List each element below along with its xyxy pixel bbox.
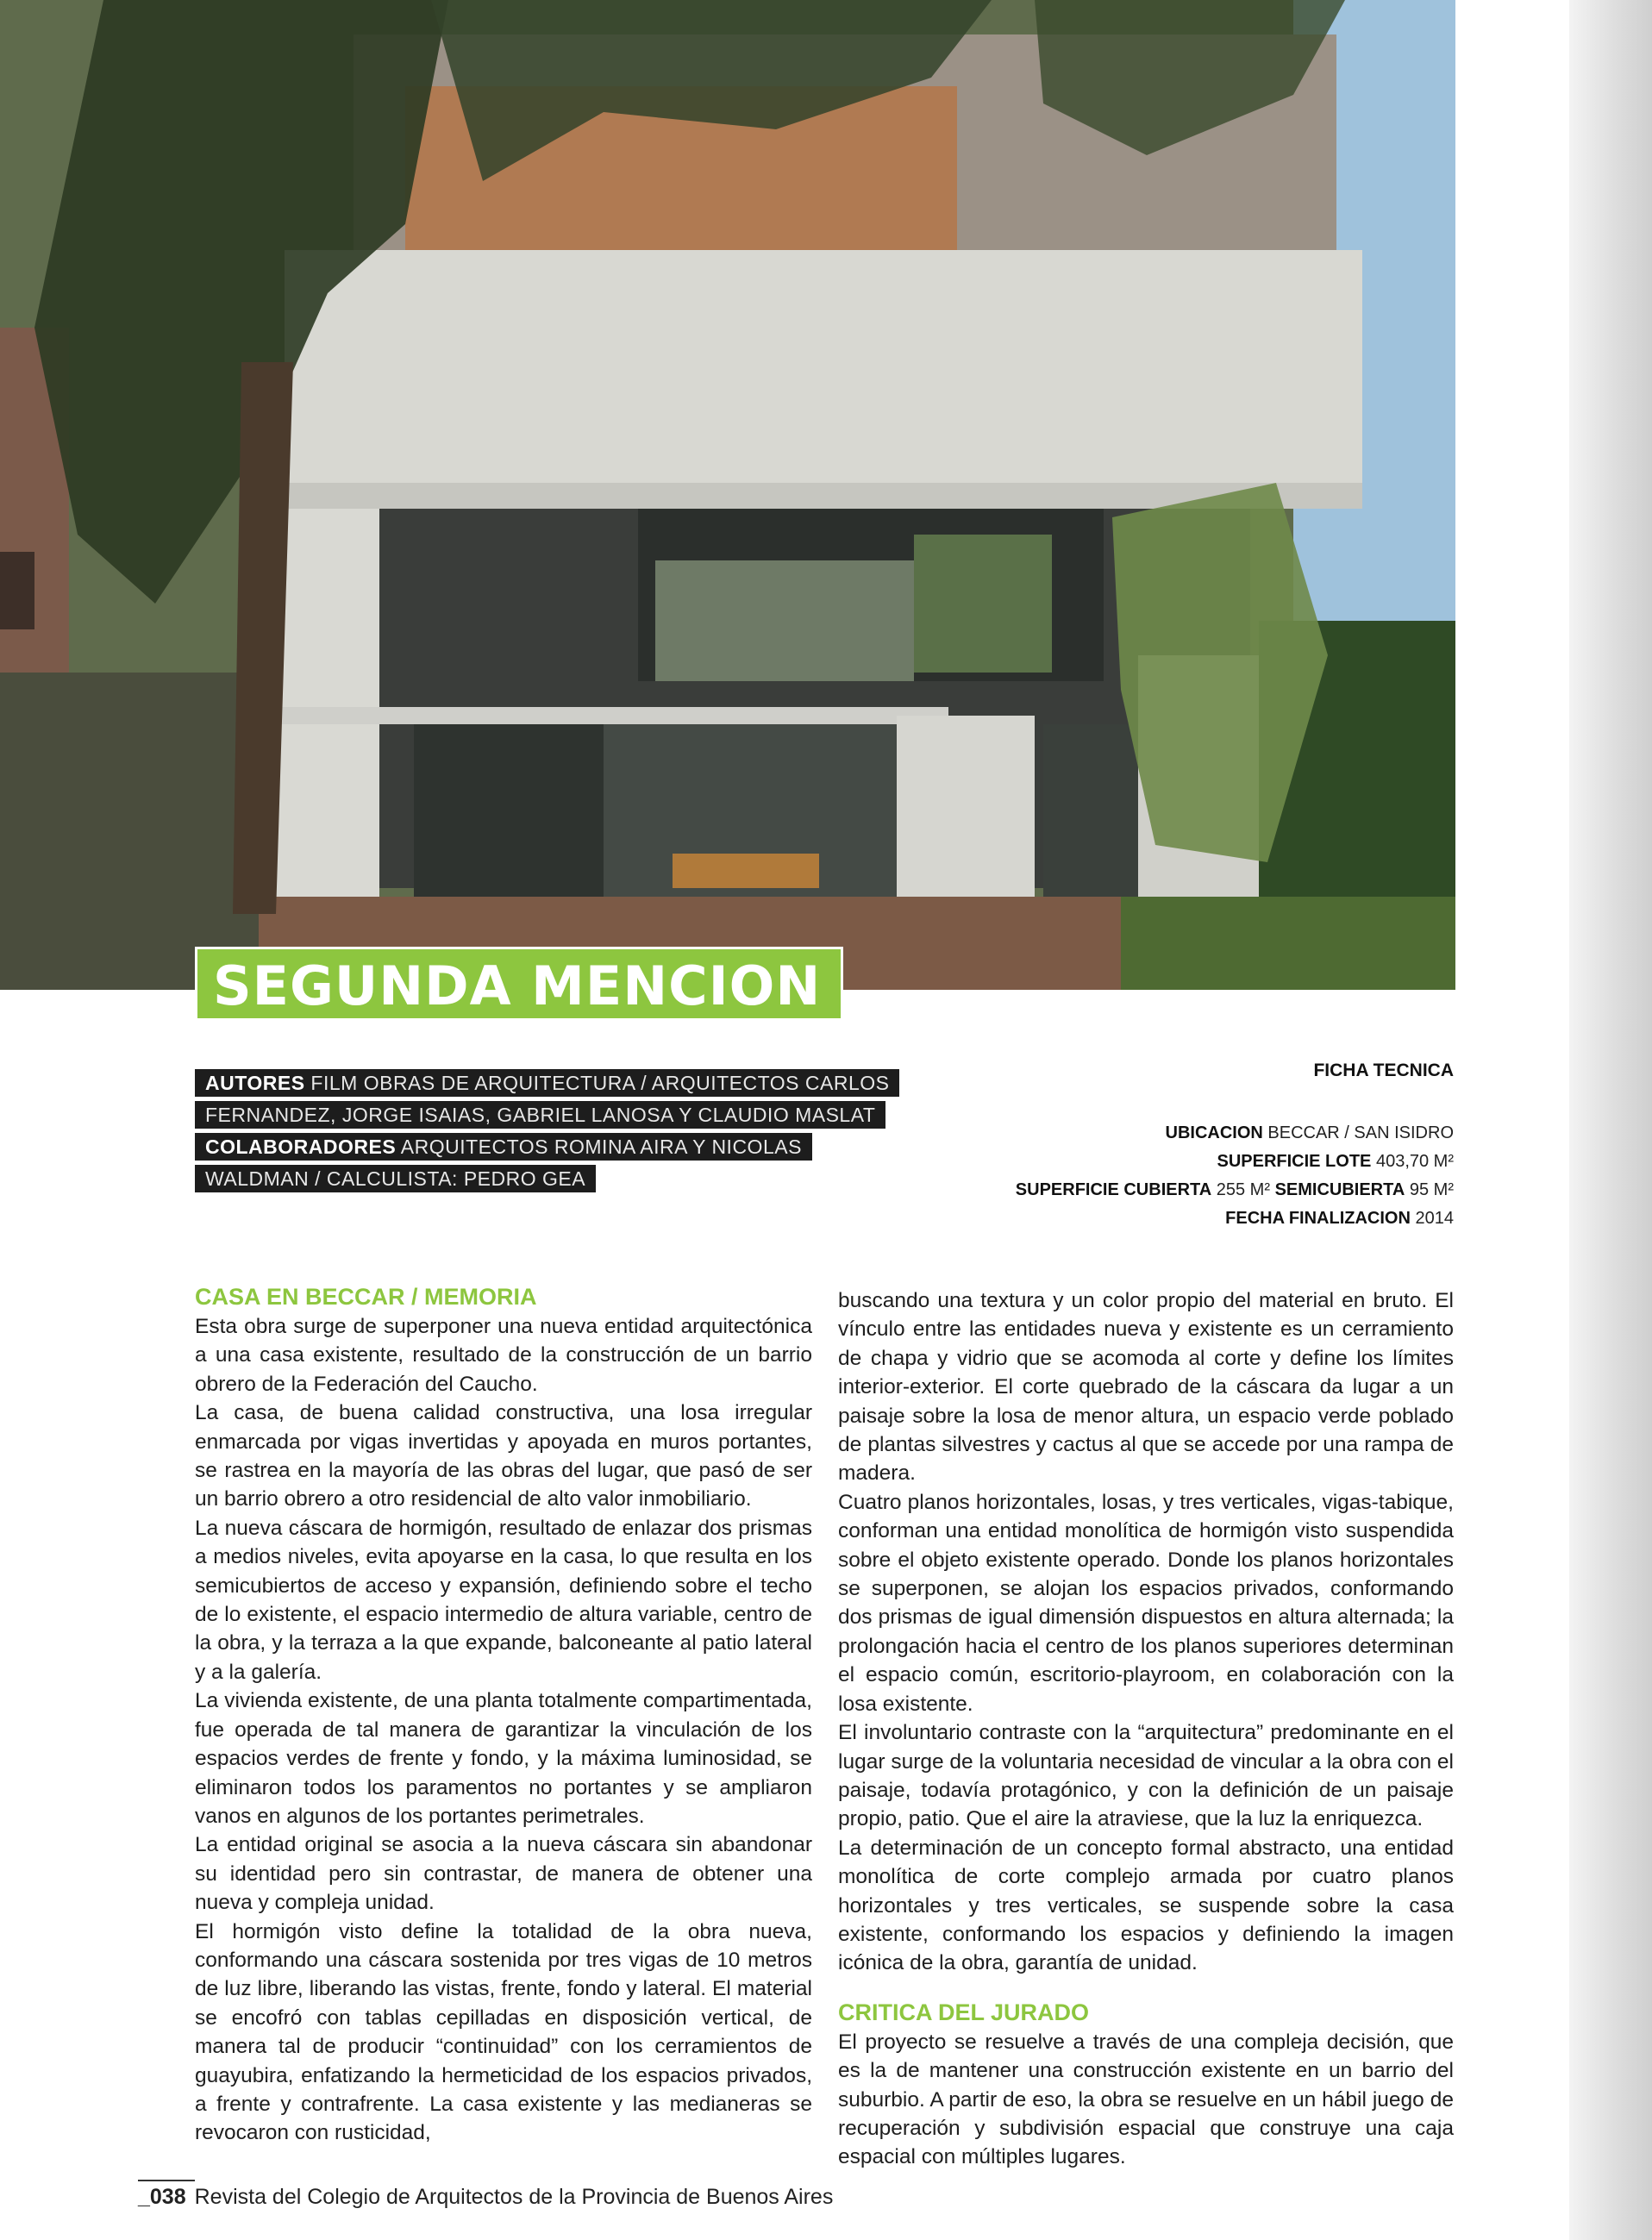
- credit-text: FILM OBRAS DE ARQUITECTURA / ARQUITECTOS CARLOS: [304, 1072, 890, 1094]
- ficha-row-completion-date: [957, 1204, 1454, 1233]
- memoria-paragraph: El hormigón visto define la totalidad de la obra nueva, conformando una cáscara sostenida por tres vigas de 10 metros de luz libre, liberando las vistas, frente, fondo y lateral. El material se encofró con tablas cepilladas en disposición vertical, de manera tal de producir “continuidad” con los cerramientos de guayubira, enfatizando la hermeticidad de los espacios privados, a frente y contrafrente. La casa existente y las medianeras se revocaron con rusticidad,: [195, 1919, 812, 2145]
- credit-collaborators-line-1: [195, 1133, 812, 1161]
- technical-sheet: [957, 1061, 1454, 1233]
- memoria-paragraph: Esta obra surge de superponer una nueva entidad arquitectónica a una casa existente, resultado de la construcción de un barrio obrero de la Federación del Caucho.: [195, 1315, 812, 1396]
- house-photo: [0, 0, 1455, 990]
- memoria-paragraph: La casa, de buena calidad constructiva, una losa irregular enmarcada por vigas invertidas y apoyada en muros portantes, se rastrea en la mayoría de las obras del lugar, que pasó de ser un barrio obrero a otro residencial de alto valor inmobiliario.: [195, 1401, 812, 1511]
- ficha-key: FECHA FINALIZACION: [1225, 1209, 1411, 1228]
- credit-text: ARQUITECTOS ROMINA AIRA Y NICOLAS: [396, 1136, 802, 1158]
- page-mark: [138, 2180, 195, 2210]
- text-column-right: [838, 1286, 1454, 2172]
- ficha-key: UBICACION: [1165, 1123, 1263, 1142]
- ficha-row-covered-area: [957, 1176, 1454, 1204]
- memoria-paragraph: La entidad original se asocia a la nueva cáscara sin abandonar su identidad pero sin contrastar, de manera de obtener una nueva y compleja unidad.: [195, 1833, 812, 1915]
- ficha-row-location: [957, 1119, 1454, 1148]
- credit-collaborators-line-2: [195, 1165, 596, 1192]
- mention-banner: [195, 947, 843, 1021]
- critica-paragraph: El proyecto se resuelve a través de una compleja decisión, que es la de mantener una construcción existente en un barrio del suburbio. A partir de eso, la obra se resuelve en un hábil juego de recuperación y subdivisión espacial que construye una caja espacial con múltiples lugares.: [838, 2030, 1454, 2169]
- ficha-value: 403,70 M²: [1371, 1152, 1454, 1171]
- ficha-key: SEMICUBIERTA: [1274, 1180, 1405, 1199]
- ficha-value: BECCAR / SAN ISIDRO: [1262, 1123, 1454, 1142]
- credit-authors-line-2: [195, 1101, 885, 1129]
- text-column-left: [195, 1281, 812, 2148]
- critica-heading: CRITICA DEL JURADO: [838, 1999, 1090, 2025]
- page-number: _038: [138, 2185, 186, 2209]
- memoria-paragraph: El involuntario contraste con la “arquitectura” predominante en el lugar surge de la voluntaria necesidad de vincular a la obra con el paisaje, todavía protagónico, y con la definición de un paisaje propio, patio. Que el aire la atraviese, que la luz la enriquezca.: [838, 1721, 1454, 1831]
- credit-text: WALDMAN / CALCULISTA: PEDRO GEA: [205, 1167, 586, 1190]
- credit-label: AUTORES: [205, 1072, 305, 1094]
- page-edge-shadow: [1569, 0, 1652, 2240]
- memoria-paragraph: La determinación de un concepto formal abstracto, una entidad monolítica de corte complejo armada por cuatro planos horizontales y tres verticales, se suspende sobre la casa existente, conformando los espacios y definiendo la imagen icónica de la obra, garantía de unidad.: [838, 1836, 1454, 1975]
- mention-title: SEGUNDA MENCION: [213, 954, 822, 1017]
- ficha-value: 2014: [1410, 1209, 1454, 1228]
- memoria-paragraph: buscando una textura y un color propio del material en bruto. El vínculo entre las entidades nueva y existente es un cerramiento de chapa y vidrio que se acomoda al corte y define los límites interior-exterior. El corte quebrado de la cáscara da lugar a un paisaje sobre la losa de menor altura, un espacio verde poblado de plantas silvestres y cactus al que se accede por una rampa de madera.: [838, 1289, 1454, 1486]
- memoria-paragraph: Cuatro planos horizontales, losas, y tres verticales, vigas-tabique, conforman una entidad monolítica de hormigón visto suspendida sobre el objeto existente operado. Donde los planos horizontales se superponen, se alojan los espacios privados, conformando dos prismas de igual dimensión dispuestos en altura alternada; la prolongación hacia el centro de los planos superiores determinan el espacio común, escritorio-playroom, en colaboración con la losa existente.: [838, 1490, 1454, 1716]
- ficha-value: 255 M²: [1211, 1180, 1275, 1199]
- ficha-key: SUPERFICIE LOTE: [1217, 1152, 1372, 1171]
- credits-block: [195, 1069, 890, 1197]
- ficha-row-lot-area: [957, 1148, 1454, 1176]
- credit-authors-line-1: [195, 1069, 899, 1097]
- memoria-paragraph: La nueva cáscara de hormigón, resultado de enlazar dos prismas a medios niveles, evita apoyarse en la casa, lo que resulta en los semicubiertos de acceso y expansión, definiendo sobre el techo de lo existente, el espacio intermedio de altura variable, centro de la obra, y la terraza a la que expande, balconeante al patio lateral y a la galería.: [195, 1516, 812, 1684]
- technical-sheet-title: FICHA TECNICA: [1313, 1061, 1454, 1080]
- memoria-paragraph: La vivienda existente, de una planta totalmente compartimentada, fue operada de tal manera de garantizar la vinculación de los espacios verdes de frente y fondo, y la máxima luminosidad, se eliminaron todos los paramentos no portantes y se ampliaron vanos en algunos de los portantes perimetrales.: [195, 1689, 812, 1828]
- credit-text: FERNANDEZ, JORGE ISAIAS, GABRIEL LANOSA Y CLAUDIO MASLAT: [205, 1104, 876, 1126]
- ficha-key: SUPERFICIE CUBIERTA: [1015, 1180, 1212, 1199]
- credit-label: COLABORADORES: [205, 1136, 397, 1158]
- ficha-value: 95 M²: [1405, 1180, 1454, 1199]
- memoria-heading: CASA EN BECCAR / MEMORIA: [195, 1284, 537, 1310]
- publication-name: Revista del Colegio de Arquitectos de la Provincia de Buenos Aires: [194, 2185, 834, 2209]
- page-footer: [138, 2180, 833, 2210]
